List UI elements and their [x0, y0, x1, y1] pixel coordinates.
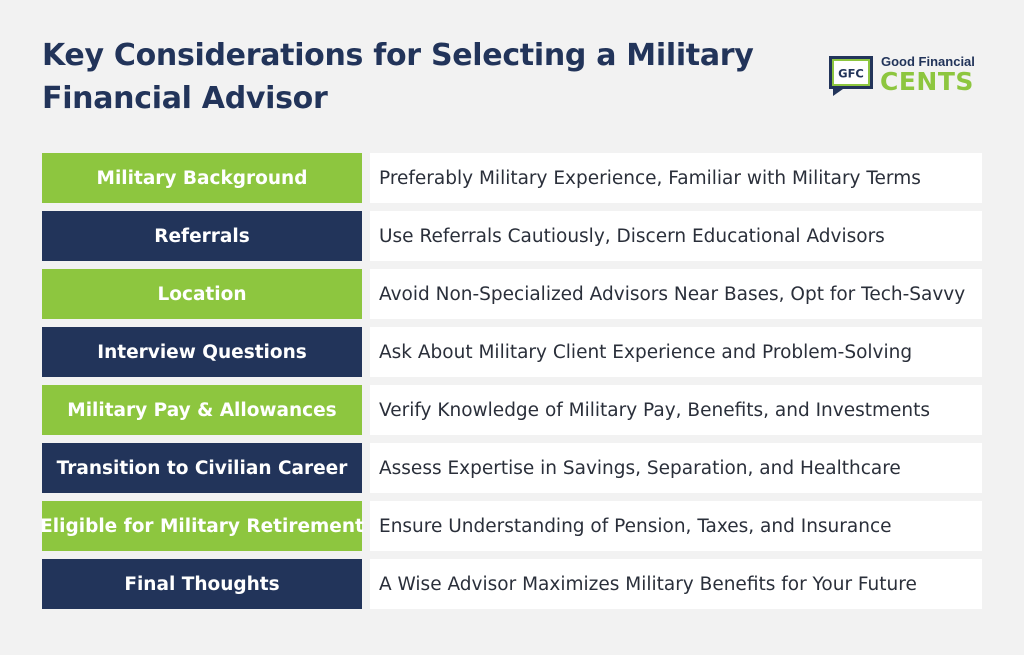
row-label: Military Background [42, 153, 362, 203]
table-row [42, 559, 982, 609]
row-description: Ensure Understanding of Pension, Taxes, and Insurance [370, 501, 982, 551]
table-row [42, 327, 982, 377]
row-label: Location [42, 269, 362, 319]
table-row [42, 269, 982, 319]
gfc-badge-icon [829, 56, 873, 96]
title-line-2: Financial Advisor [42, 81, 328, 116]
table-row [42, 153, 982, 203]
considerations-table [42, 153, 982, 617]
row-label: Transition to Civilian Career [42, 443, 362, 493]
row-label: Eligible for Military Retirement [42, 501, 362, 551]
logo-line-2: CENTS [880, 67, 974, 96]
page-title [42, 34, 782, 120]
row-description: Use Referrals Cautiously, Discern Educational Advisors [370, 211, 982, 261]
row-label: Interview Questions [42, 327, 362, 377]
logo-badge-text: GFC [838, 66, 864, 81]
row-description: Assess Expertise in Savings, Separation, and Healthcare [370, 443, 982, 493]
row-description: Preferably Military Experience, Familiar with Military Terms [370, 153, 982, 203]
table-row [42, 211, 982, 261]
row-label: Referrals [42, 211, 362, 261]
row-description: Ask About Military Client Experience and Problem-Solving [370, 327, 982, 377]
logo-line-1: Good Financial [881, 54, 975, 69]
row-label: Final Thoughts [42, 559, 362, 609]
brand-logo [829, 54, 989, 100]
row-description: Avoid Non-Specialized Advisors Near Bases, Opt for Tech-Savvy [370, 269, 982, 319]
row-label: Military Pay & Allowances [42, 385, 362, 435]
row-description: A Wise Advisor Maximizes Military Benefits for Your Future [370, 559, 982, 609]
row-description: Verify Knowledge of Military Pay, Benefits, and Investments [370, 385, 982, 435]
title-line-1: Key Considerations for Selecting a Military [42, 38, 754, 73]
table-row [42, 443, 982, 493]
table-row [42, 385, 982, 435]
table-row [42, 501, 982, 551]
